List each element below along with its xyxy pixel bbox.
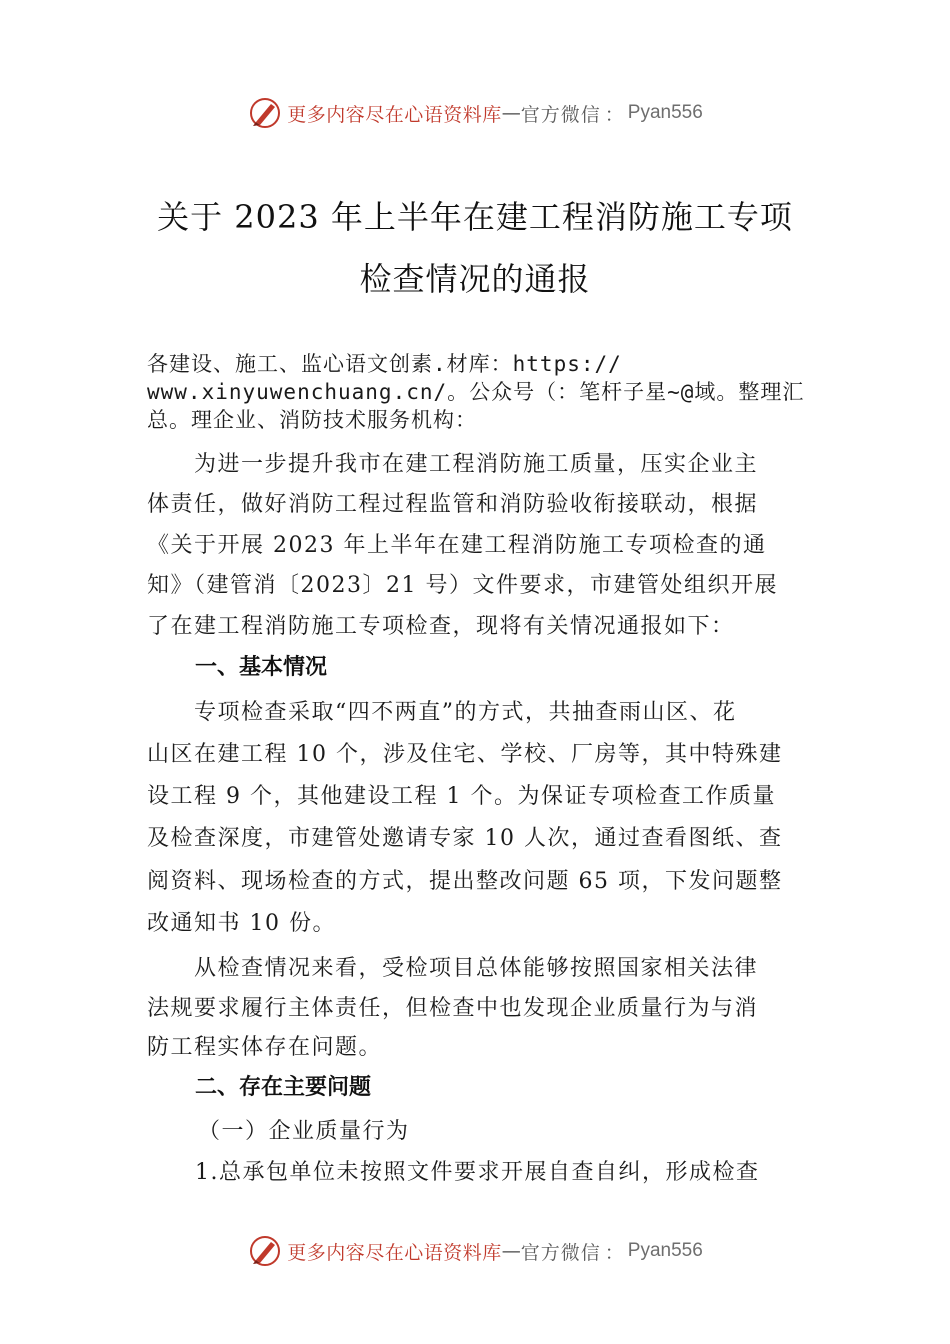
intro-line: 了在建工程消防施工专项检查，现将有关情况通报如下： (147, 614, 735, 639)
conclusion-line: 防工程实体存在问题。 (147, 1035, 383, 1060)
watermark-colon: ： (604, 103, 624, 126)
section-heading-main-problems: 二、存在主要问题 (195, 1075, 372, 1100)
intro-line: 知》（建管消〔2023〕21 号）文件要求，市建管处组织开展 (147, 573, 778, 598)
watermark-library-text: 更多内容尽在心语资料库 (287, 103, 502, 126)
watermark-wechat-id: Pyan556 (627, 1240, 703, 1261)
section1-line: 改通知书 10 份。 (147, 911, 336, 936)
section-heading-basic-situation: 一、基本情况 (195, 655, 328, 680)
watermark-colon: ： (604, 1241, 624, 1264)
item-line: 1.总承包单位未按照文件要求开展自查自纠，形成检查 (195, 1160, 760, 1185)
conclusion-line: 法规要求履行主体责任，但检查中也发现企业质量行为与消 (147, 996, 759, 1021)
watermark-wechat-label: 官方微信 (520, 103, 601, 126)
document-title-line1: 关于 2023 年上半年在建工程消防施工专项 (157, 198, 793, 236)
section1-line: 山区在建工程 10 个，涉及住宅、学校、厂房等，其中特殊建 (147, 742, 783, 767)
section1-line: 专项检查采取“四不两直”的方式，共抽查雨山区、花 (147, 700, 737, 725)
document-title-line2: 检查情况的通报 (359, 260, 591, 298)
watermark-library-text: 更多内容尽在心语资料库 (287, 1241, 502, 1264)
watermark-dash: — (501, 102, 521, 124)
pen-logo-icon (247, 1233, 283, 1269)
section1-line: 及检查深度，市建管处邀请专家 10 人次，通过查看图纸、查 (147, 826, 783, 851)
watermark-wechat-id: Pyan556 (627, 102, 703, 123)
pen-logo-icon (247, 95, 283, 131)
intro-line: 《关于开展 2023 年上半年在建工程消防施工专项检查的通 (147, 533, 767, 558)
addressee-line: 总。理企业、消防技术服务机构： (147, 408, 477, 432)
section1-line: 设工程 9 个，其他建设工程 1 个。为保证专项检查工作质量 (147, 784, 776, 809)
intro-line: 体责任，做好消防工程过程监管和消防验收衔接联动，根据 (147, 492, 759, 517)
watermark-wechat-label: 官方微信 (520, 1241, 601, 1264)
addressee-line: 各建设、施工、监心语文创素.材库：https:// (147, 352, 622, 376)
watermark-header (0, 93, 950, 133)
subsection-heading-enterprise-quality: （一）企业质量行为 (198, 1119, 410, 1144)
intro-line: 为进一步提升我市在建工程消防施工质量，压实企业主 (147, 452, 759, 477)
section1-line: 阅资料、现场检查的方式，提出整改问题 65 项，下发问题整 (147, 869, 783, 894)
addressee-block (147, 350, 837, 434)
watermark-dash: — (501, 1240, 521, 1262)
addressee-line: www.xinyuwenchuang.cn/。公众号（：笔杆子星~@域。整理汇 (147, 380, 805, 404)
watermark-footer (0, 1231, 950, 1271)
conclusion-line: 从检查情况来看，受检项目总体能够按照国家相关法律 (147, 956, 759, 981)
